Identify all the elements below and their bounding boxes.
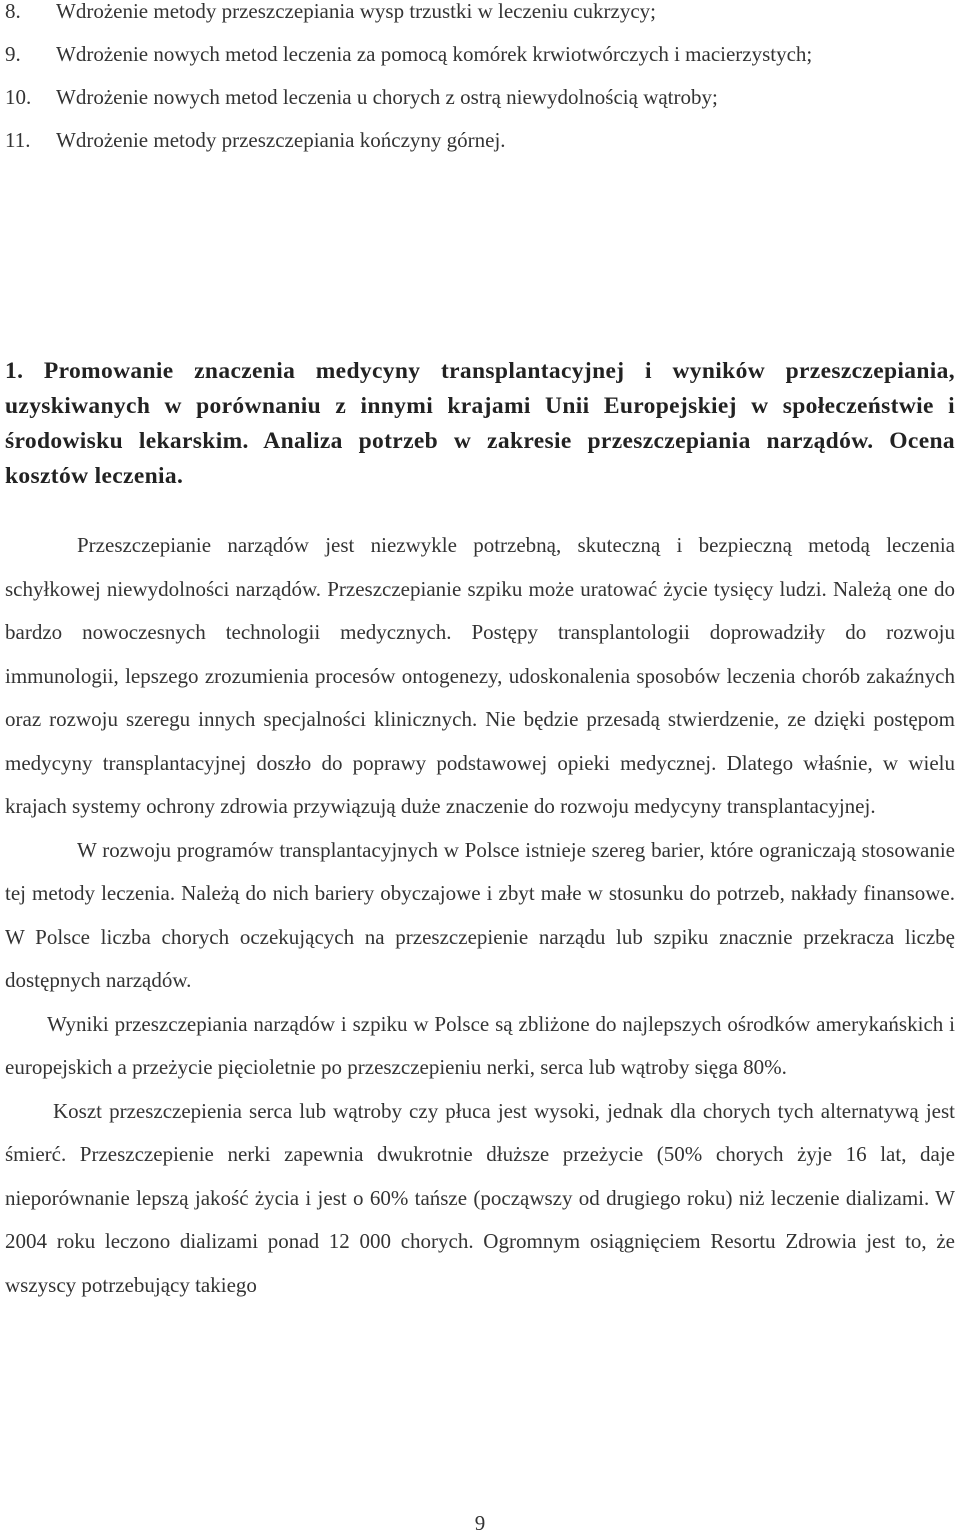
list-item-text: Wdrożenie nowych metod leczenia u chorych z ostrą niewydolnością wątroby;	[56, 85, 718, 109]
list-item-number: 11.	[5, 128, 31, 152]
numbered-list	[5, 0, 955, 162]
list-item-number: 10.	[5, 85, 32, 109]
page-number: 9	[474, 1511, 486, 1535]
list-item-text: Wdrożenie metody przeszczepiania wysp trzustki w leczeniu cukrzycy;	[56, 0, 656, 23]
list-item-text: Wdrożenie nowych metod leczenia za pomocą komórek krwiotwórczych i macierzystych;	[56, 42, 813, 66]
section-heading: 1. Promowanie znaczenia medycyny transplantacyjnej i wyników przeszczepiania, uzyskiwanych w porównaniu z innymi krajami Unii Europejskiej w społeczeństwie i środowisku lekarskim. Analiza potrzeb w zakresie przeszczepiania narządów. Ocena kosztów leczenia.	[5, 358, 955, 489]
list-item	[5, 33, 955, 76]
list-item	[5, 76, 955, 119]
paragraph: W rozwoju programów transplantacyjnych w Polsce istnieje szereg barier, które ograniczają stosowanie tej metody leczenia. Należą do nich bariery obyczajowe i zbyt małe w stosunku do potrzeb, nakłady finansowe. W Polsce liczba chorych oczekujących na przeszczepienie narządu lub szpiku znacznie przekracza liczbę dostępnych narządów.	[5, 837, 955, 992]
paragraph: Wyniki przeszczepiania narządów i szpiku w Polsce są zbliżone do najlepszych ośrodków amerykańskich i europejskich a przeżycie pięcioletnie po przeszczepieniu nerki, serca lub wątroby sięga 80%.	[5, 1011, 955, 1079]
list-item	[5, 119, 955, 162]
body-text	[5, 524, 955, 1307]
paragraph: Przeszczepianie narządów jest niezwykle potrzebną, skuteczną i bezpieczną metodą leczenia schyłkowej niewydolności narządów. Przeszczepianie szpiku może uratować życie tysięcy ludzi. Należą one do bardzo nowoczesnych technologii medycznych. Postępy transplantologii doprowadziły do rozwoju immunologii, lepszego zrozumienia procesów ontogenezy, udoskonalenia sposobów leczenia chorób zakaźnych oraz rozwoju szeregu innych specjalności klinicznych. Nie będzie przesadą stwierdzenie, ze dzięki postępom medycyny transplantacyjnej doszło do poprawy podstawowej opieki medycznej. Dlatego właśnie, w wielu krajach systemy ochrony zdrowia przywiązują duże znaczenie do rozwoju medycyny transplantacyjnej.	[5, 533, 955, 818]
list-item-text: Wdrożenie metody przeszczepiania kończyny górnej.	[56, 128, 506, 152]
list-item	[5, 0, 955, 33]
paragraph: Koszt przeszczepienia serca lub wątroby czy płuca jest wysoki, jednak dla chorych tych alternatywą jest śmierć. Przeszczepienie nerki zapewnia dwukrotnie dłuższe przeżycie (50% chorych żyje 16 lat, daje nieporównanie lepszą jakość życia i jest o 60% tańsze (począwszy od drugiego roku) niż leczenie dializami. W 2004 roku leczono dializami ponad 12 000 chorych. Ogromnym osiągnięciem Resortu Zdrowia jest to, że wszyscy potrzebujący takiego	[5, 1098, 955, 1297]
list-item-number: 9.	[5, 42, 21, 66]
list-item-number: 8.	[5, 0, 21, 23]
